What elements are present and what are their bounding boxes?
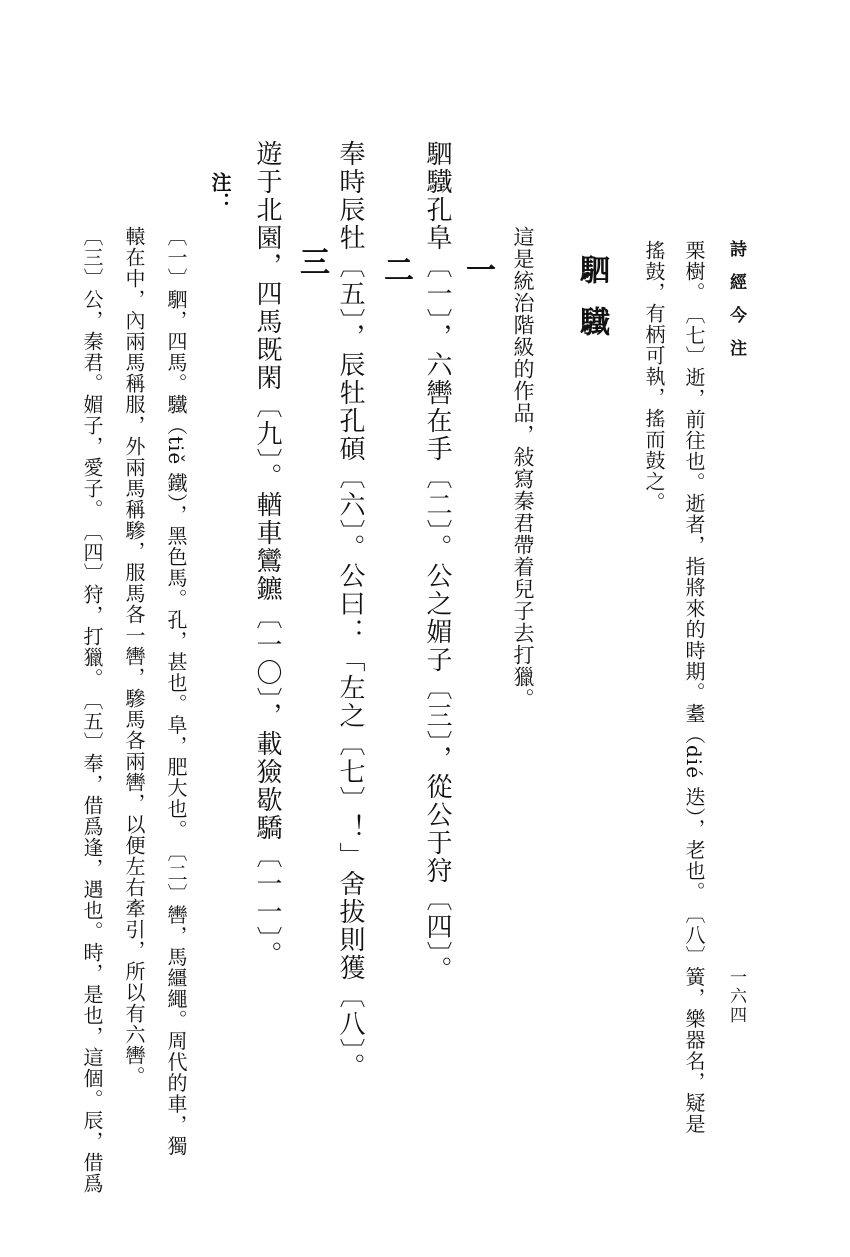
note-line: 〔一〕駟，四馬。驖（tiě 鐵），黑色馬。孔，甚也。阜，肥大也。 〔二〕轡，馬繮繩。周代的車，獨 — [164, 226, 188, 1157]
poem-intro: 這是統治階級的作品，敍寫秦君帶着兒子去打獵。 — [511, 226, 535, 710]
stanza-number: 一 — [460, 254, 495, 284]
notes-label: 注： — [208, 172, 232, 212]
running-header: 詩經今注 — [726, 240, 746, 372]
poem-line: 奉時辰牡〔五〕，辰牡孔碩〔六〕。公曰：「左之〔七〕！」舍拔則獲〔八〕。 — [335, 140, 365, 1081]
note-line: 〔三〕公，秦君。媚子，愛子。 〔四〕狩，打獵。 〔五〕奉，借爲逢，遇也。時，是也，這個。辰，借爲 — [80, 226, 104, 1194]
note-line: 栗樹。 〔七〕逝，前往也。逝者，指將來的時期。耋（dié 迭），老也。 〔八〕簧，樂器名，疑是 — [682, 240, 706, 1135]
note-line: 搖鼓，有柄可執，搖而鼓之。 — [642, 240, 666, 513]
poem-line: 駟驖孔阜〔一〕，六轡在手〔二〕。公之媚子〔三〕，從公于狩〔四〕。 — [422, 140, 452, 984]
stanza-number: 三 — [294, 246, 329, 276]
poem-line: 遊于北園，四馬既閑〔九〕。輶車鸞鑣〔一〇〕，載獫歇驕〔一一〕。 — [252, 140, 282, 969]
note-line: 轅在中，內兩馬稱服，外兩馬稱驂，服馬各一轡，驂馬各兩轡，以便左右牽引，所以有六轡。 — [122, 226, 146, 1087]
stanza-number: 二 — [378, 254, 413, 284]
poem-title: 駟驖 — [574, 254, 609, 358]
page-number: 一六四 — [726, 968, 746, 1025]
